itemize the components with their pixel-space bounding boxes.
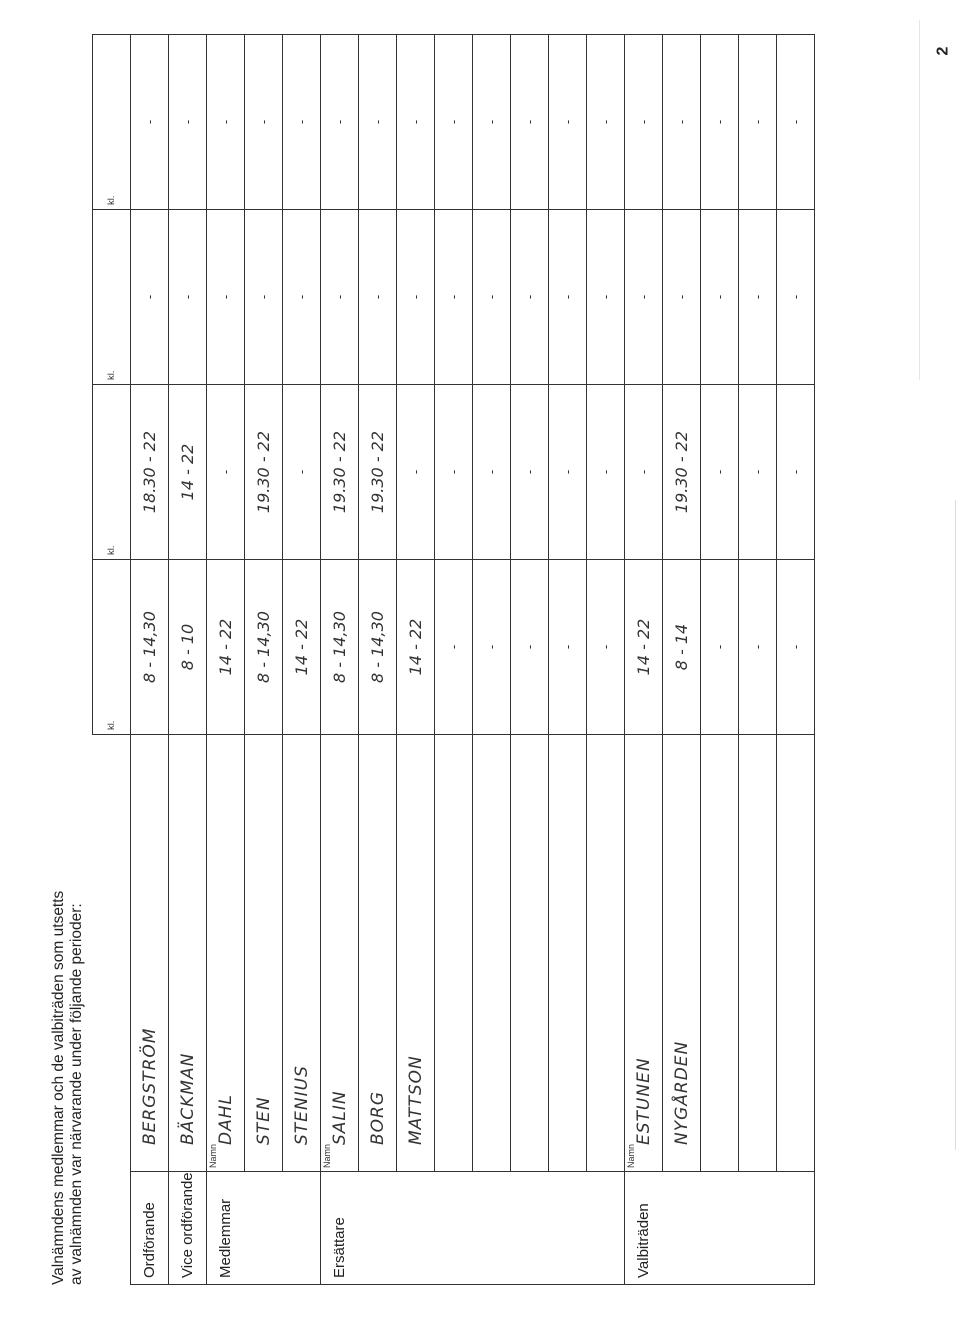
blank-header-cell: [93, 735, 131, 1172]
role-cell: [739, 1172, 777, 1285]
role-cell: Vice ordförande: [169, 1172, 207, 1285]
table-row: [777, 35, 815, 1285]
kl-header-4: kl.: [93, 35, 131, 210]
name-cell: [397, 735, 435, 1172]
time-period-cell: -: [435, 210, 473, 385]
role-cell: [473, 1172, 511, 1285]
time-period-cell: 18.30 - 22: [131, 385, 169, 560]
role-cell: [701, 1172, 739, 1285]
page-number: 2: [934, 46, 952, 56]
handwritten-name: STENIUS: [291, 1065, 312, 1145]
handwritten-name: DAHL: [215, 1094, 236, 1145]
time-period-cell: -: [131, 35, 169, 210]
time-period-cell: 8 - 14,30: [321, 560, 359, 735]
time-period-cell: 14 - 22: [207, 560, 245, 735]
handwritten-name: [748, 1145, 768, 1171]
time-period-cell: -: [587, 560, 625, 735]
name-cell: [663, 735, 701, 1172]
handwritten-name: [482, 1145, 502, 1171]
table-row: [397, 35, 435, 1285]
role-cell: [435, 1172, 473, 1285]
time-period-cell: -: [207, 210, 245, 385]
time-period-cell: -: [777, 35, 815, 210]
handwritten-name: [710, 1145, 730, 1171]
name-cell: [131, 735, 169, 1172]
time-period-cell: -: [321, 210, 359, 385]
time-period-cell: -: [625, 210, 663, 385]
scan-artifact-line: [955, 500, 956, 1150]
table-row: [207, 35, 245, 1285]
role-cell: [587, 1172, 625, 1285]
table-row: [435, 35, 473, 1285]
name-column-label: Namn: [208, 1143, 218, 1168]
time-period-cell: -: [511, 560, 549, 735]
time-period-cell: -: [701, 35, 739, 210]
handwritten-name: [558, 1145, 578, 1171]
role-cell: Ersättare: [321, 1172, 359, 1285]
time-period-cell: 19.30 - 22: [245, 385, 283, 560]
time-period-cell: -: [549, 385, 587, 560]
table-row: [245, 35, 283, 1285]
time-period-cell: -: [435, 560, 473, 735]
time-period-cell: -: [701, 385, 739, 560]
time-period-cell: 19.30 - 22: [663, 385, 701, 560]
name-column-label: Namn: [626, 1143, 636, 1168]
time-period-cell: -: [473, 35, 511, 210]
handwritten-name: [444, 1145, 464, 1171]
time-period-cell: -: [511, 210, 549, 385]
time-period-cell: -: [207, 385, 245, 560]
time-period-cell: -: [359, 210, 397, 385]
kl-header-3: kl.: [93, 210, 131, 385]
table-row: [131, 35, 169, 1285]
name-cell: [283, 735, 321, 1172]
role-cell: Medlemmar: [207, 1172, 245, 1285]
time-period-cell: 8 - 14: [663, 560, 701, 735]
table-row: [587, 35, 625, 1285]
time-period-cell: -: [245, 210, 283, 385]
handwritten-name: [520, 1145, 540, 1171]
role-cell: [359, 1172, 397, 1285]
name-cell: [321, 735, 359, 1172]
time-period-cell: -: [283, 35, 321, 210]
time-period-cell: -: [549, 210, 587, 385]
role-cell: [777, 1172, 815, 1285]
time-period-cell: -: [549, 35, 587, 210]
name-cell: [435, 735, 473, 1172]
role-cell: Ordförande: [131, 1172, 169, 1285]
blank-header-cell: [93, 1172, 131, 1285]
role-cell: Valbiträden: [625, 1172, 663, 1285]
kl-header-2: kl.: [93, 385, 131, 560]
name-cell: [777, 735, 815, 1172]
time-period-cell: -: [283, 385, 321, 560]
role-cell: [663, 1172, 701, 1285]
time-period-cell: -: [397, 385, 435, 560]
time-period-cell: -: [321, 35, 359, 210]
time-period-cell: -: [587, 35, 625, 210]
time-period-cell: 8 - 14,30: [359, 560, 397, 735]
role-cell: [549, 1172, 587, 1285]
time-period-cell: -: [131, 210, 169, 385]
table-row: [169, 35, 207, 1285]
role-cell: [511, 1172, 549, 1285]
time-period-cell: -: [739, 35, 777, 210]
name-cell: [245, 735, 283, 1172]
table-row: [283, 35, 321, 1285]
table-row: [549, 35, 587, 1285]
name-cell: [739, 735, 777, 1172]
handwritten-name: BORG: [367, 1090, 388, 1145]
scan-artifact-line: [919, 20, 920, 380]
table-row: [321, 35, 359, 1285]
time-period-cell: -: [169, 210, 207, 385]
table-row: [663, 35, 701, 1285]
role-cell: [283, 1172, 321, 1285]
table-row: [701, 35, 739, 1285]
attendance-form: [50, 35, 803, 1285]
table-row: [359, 35, 397, 1285]
time-period-cell: -: [739, 210, 777, 385]
time-period-cell: -: [777, 210, 815, 385]
handwritten-name: [596, 1145, 616, 1171]
kl-header-1: kl.: [93, 560, 131, 735]
attendance-table: [92, 34, 815, 1285]
time-period-cell: -: [435, 35, 473, 210]
form-header: [50, 385, 92, 1285]
time-period-cell: -: [701, 560, 739, 735]
handwritten-name: MATTSON: [405, 1055, 426, 1145]
time-period-cell: -: [283, 210, 321, 385]
time-period-cell: 14 - 22: [169, 385, 207, 560]
header-line-2: av valnämnden var närvarande under följande perioder:: [68, 903, 85, 1285]
time-period-cell: -: [663, 210, 701, 385]
name-cell: [511, 735, 549, 1172]
time-period-cell: -: [473, 385, 511, 560]
time-period-cell: -: [397, 35, 435, 210]
table-row: [511, 35, 549, 1285]
role-cell: [397, 1172, 435, 1285]
name-cell: [359, 735, 397, 1172]
name-cell: [549, 735, 587, 1172]
time-period-cell: -: [701, 210, 739, 385]
time-period-cell: -: [739, 385, 777, 560]
name-cell: [701, 735, 739, 1172]
time-period-cell: -: [777, 560, 815, 735]
name-column-label: Namn: [322, 1143, 332, 1168]
name-cell: [587, 735, 625, 1172]
time-period-cell: -: [473, 210, 511, 385]
name-cell: [207, 735, 245, 1172]
time-period-cell: -: [663, 35, 701, 210]
name-cell: [625, 735, 663, 1172]
time-period-cell: -: [739, 560, 777, 735]
table-row: [473, 35, 511, 1285]
time-period-cell: -: [245, 35, 283, 210]
column-header-row: [93, 35, 131, 1285]
time-period-cell: 14 - 22: [397, 560, 435, 735]
time-period-cell: -: [473, 560, 511, 735]
time-period-cell: 8 - 14,30: [245, 560, 283, 735]
name-cell: [473, 735, 511, 1172]
time-period-cell: -: [511, 385, 549, 560]
time-period-cell: -: [549, 560, 587, 735]
time-period-cell: 14 - 22: [625, 560, 663, 735]
time-period-cell: -: [169, 35, 207, 210]
time-period-cell: -: [777, 385, 815, 560]
time-period-cell: 14 - 22: [283, 560, 321, 735]
time-period-cell: -: [397, 210, 435, 385]
time-period-cell: -: [435, 385, 473, 560]
time-period-cell: -: [625, 385, 663, 560]
handwritten-name: BERGSTRÖM: [139, 1027, 160, 1145]
time-period-cell: 8 - 14,30: [131, 560, 169, 735]
time-period-cell: -: [359, 35, 397, 210]
time-period-cell: -: [207, 35, 245, 210]
header-line-1: Valnämndens medlemmar och de valbiträden som utsetts: [50, 890, 67, 1285]
handwritten-name: NYGÅRDEN: [671, 1040, 692, 1145]
time-period-cell: -: [511, 35, 549, 210]
handwritten-name: [786, 1145, 806, 1171]
handwritten-name: STEN: [253, 1096, 274, 1145]
time-period-cell: 19.30 - 22: [359, 385, 397, 560]
time-period-cell: 8 - 10: [169, 560, 207, 735]
table-row: [625, 35, 663, 1285]
handwritten-name: BÄCKMAN: [177, 1052, 198, 1145]
time-period-cell: -: [587, 210, 625, 385]
time-period-cell: -: [587, 385, 625, 560]
time-period-cell: 19.30 - 22: [321, 385, 359, 560]
name-cell: [169, 735, 207, 1172]
handwritten-name: ESTUNEN: [633, 1057, 654, 1145]
handwritten-name: SALIN: [329, 1090, 350, 1145]
table-row: [739, 35, 777, 1285]
role-cell: [245, 1172, 283, 1285]
time-period-cell: -: [625, 35, 663, 210]
